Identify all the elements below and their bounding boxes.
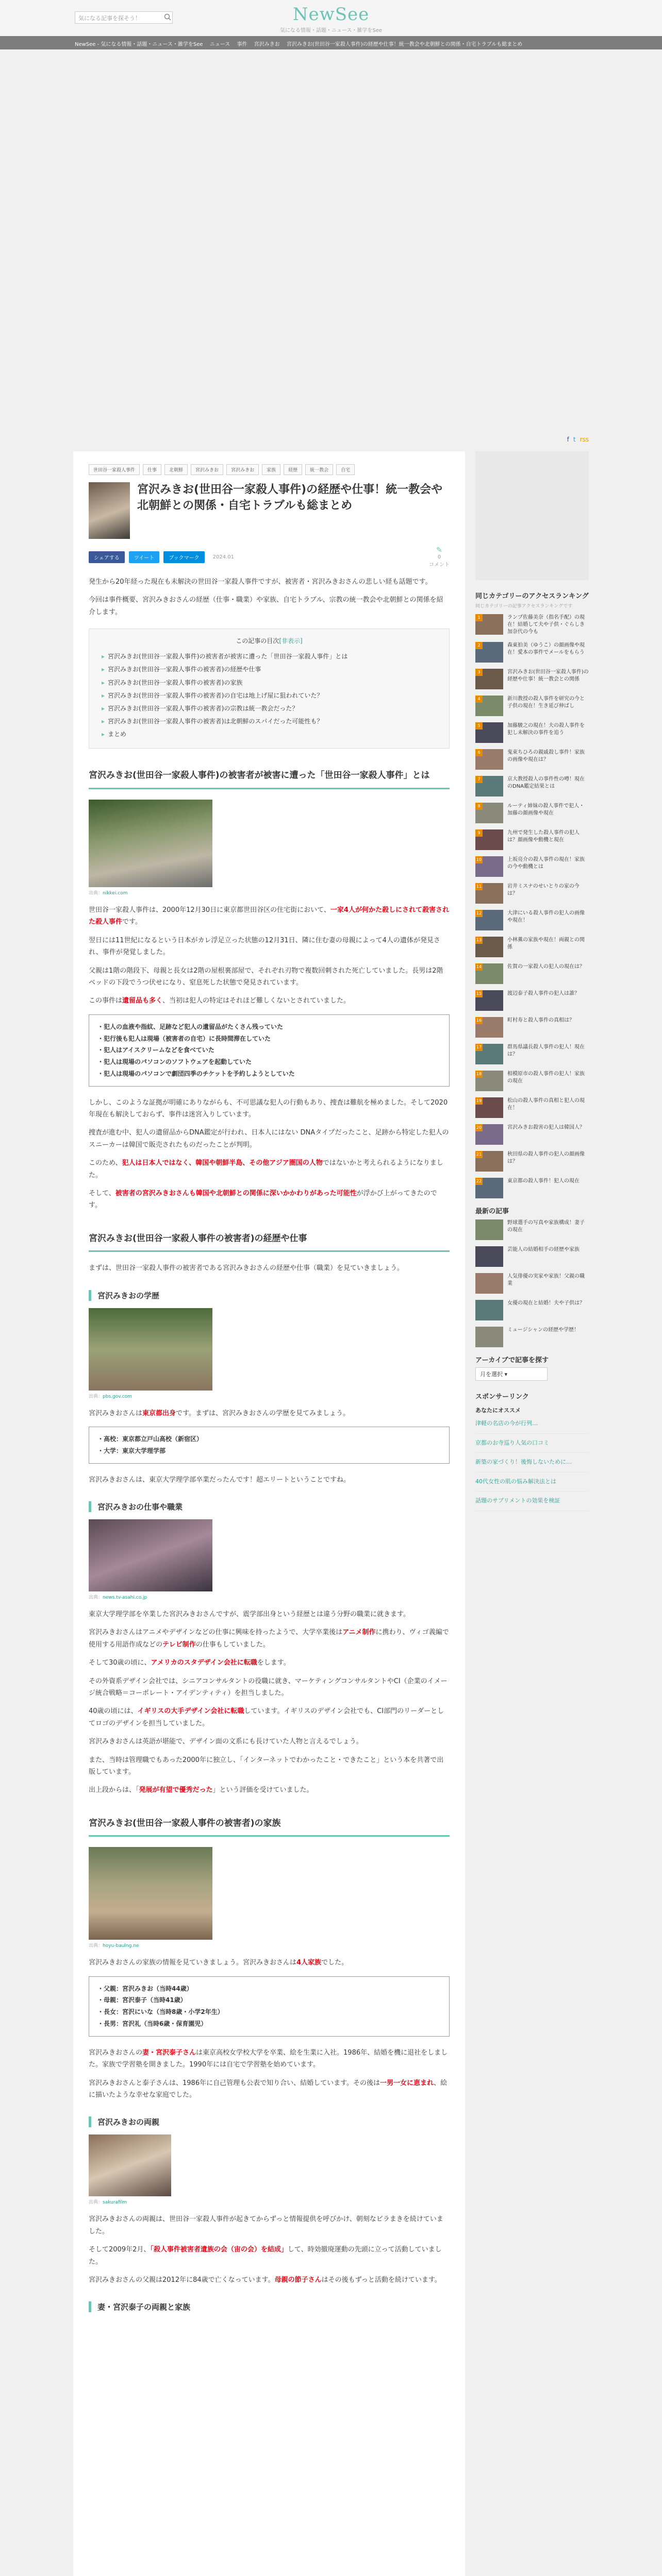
site-header (0, 0, 662, 36)
toc-item[interactable]: ▸ 宮沢みきお(世田谷一家殺人事件の被害者)の自宅は地上げ屋に狙われていた？ (102, 689, 437, 702)
rank-number: 11 (475, 883, 483, 890)
ranking-item[interactable] (475, 990, 589, 1011)
subsection-heading: 妻・宮沢泰子の両親と家族 (89, 2301, 450, 2312)
body-paragraph: 翌日には11世紀になるという日本がカレ浮足立った状態の12月31日、隣に住む妻の母親によって4人の遺体が発見され、事件が発覚しました。 (89, 936, 440, 957)
ranking-thumbnail[interactable] (475, 669, 503, 689)
ranking-thumbnail[interactable] (475, 1071, 503, 1091)
ranking-item[interactable] (475, 829, 589, 850)
evidence-list-box (89, 1014, 450, 1087)
sidebar (475, 436, 589, 1516)
tag[interactable]: 統一教会 (305, 464, 333, 475)
caption-prefix: 出典： (89, 2200, 103, 2206)
image-caption (89, 2198, 450, 2205)
comment-number: 0 (437, 554, 441, 560)
education-item: ・ 高校：東京都立戸山高校（新宿区） (97, 1433, 441, 1445)
ranking-item[interactable] (475, 910, 589, 930)
ranking-thumbnail[interactable] (475, 1151, 503, 1172)
ranking-thumbnail[interactable] (475, 990, 503, 1011)
family-item: ・ 長男：宮沢礼（当時6歳・保育園児） (97, 2018, 441, 2030)
image-caption (89, 1942, 450, 1948)
sidebar-ad (475, 451, 589, 580)
sponsored-link[interactable]: 話題のサプリメントの効果を検証 (475, 1497, 589, 1511)
body-paragraph: まずは、世田谷一家殺人事件の被害者である宮沢みきおさんの経歴や仕事（職業）を見ていきましょう。 (89, 1264, 404, 1273)
body-paragraph: 宮沢みきおさんの両親は、世田谷一家殺人事件が起きてからずっと情報提供を呼びかけ、朝刻なビラまきを続けていました。 (89, 2215, 443, 2235)
archive-title: アーカイブで記事を探す (475, 1357, 549, 1364)
recent-item-title[interactable]: 人気俳優の実家や家族！父親の職業 (507, 1274, 585, 1286)
recent-thumbnail[interactable] (475, 1246, 503, 1267)
ranking-item[interactable] (475, 883, 589, 904)
body-paragraph: 東京大学理学部を卒業した宮沢みきおさんですが、震学部出身という経歴とは違う分野の職業に就きます。 (89, 1611, 410, 1619)
title-row (89, 482, 450, 539)
hatena-bookmark-button[interactable]: ブックマーク (163, 551, 204, 563)
ranking-thumbnail[interactable] (475, 829, 503, 850)
ranking-title: 同じカテゴリーのアクセスランキング (475, 592, 589, 600)
ranking-item[interactable] (475, 696, 589, 716)
facebook-icon[interactable]: f (567, 436, 569, 443)
recent-item-title[interactable]: ミュージシャンの経歴や学歴！ (507, 1327, 580, 1333)
section-heading: 宮沢みきお(世田谷一家殺人事件の被害者)の経歴や仕事 (89, 1227, 450, 1252)
family-box (89, 1976, 450, 2037)
recent-item-title[interactable]: 芸能人の結婚相手の経歴や家族 (507, 1247, 580, 1252)
school-photo (89, 1308, 212, 1391)
ranking-thumbnail[interactable] (475, 1097, 503, 1118)
ranking-item[interactable] (475, 856, 589, 877)
body-paragraph: 世田谷一家殺人事件は、2000年12月30日に東京都世田谷区の住宅街において、一家4人が何かた殺しにされて殺害された殺人事件です。 (89, 906, 449, 926)
caption-prefix: 出典： (89, 1595, 103, 1601)
ranking-item-title[interactable]: 大津にいる殺人事件の犯人の画像や現在！ (507, 910, 585, 923)
ranking-item-title[interactable]: 群馬県議長殺人事件の犯人！現在は？ (507, 1044, 585, 1057)
rank-number: 19 (475, 1097, 483, 1105)
family-item: ・ 母親：宮沢泰子（当時41歳） (97, 1994, 441, 2006)
evidence-item: ・ 犯人は現場のパソコンで劇団四季のチケットを予約しようとしていた (97, 1068, 441, 1080)
ranking-item[interactable] (475, 722, 589, 743)
recent-item[interactable] (475, 1246, 589, 1267)
toc-item[interactable]: ▸ 宮沢みきお(世田谷一家殺人事件の被害者)の家族 (102, 676, 437, 689)
recent-thumbnail[interactable] (475, 1273, 503, 1294)
ranking-thumbnail[interactable] (475, 749, 503, 770)
rank-number: 9 (475, 829, 483, 837)
ranking-item-title[interactable]: 鬼束ちひろの親戚殺し事件！家族の画像や現在は？ (507, 750, 585, 762)
parents-photo (89, 2134, 171, 2196)
rank-number: 10 (475, 856, 483, 863)
ranking-item-title[interactable]: 秋田県の殺人事件の犯人の顔画像は？ (507, 1151, 585, 1164)
rank-number: 4 (475, 696, 483, 703)
image-caption (89, 889, 450, 896)
ranking-item[interactable] (475, 669, 589, 689)
ranking-item-title[interactable]: ランプ佐藤美奈（指名手配）の現在！結婚して夫や子供・ぐらしき加奈代の今も (507, 615, 585, 635)
rank-number: 17 (475, 1044, 483, 1051)
facebook-share-button[interactable]: シェアする (89, 551, 125, 563)
ranking-thumbnail[interactable] (475, 1017, 503, 1038)
search-input[interactable]: 気になる記事を探そう！ (75, 11, 173, 24)
ranking-item-title[interactable]: ルーティ姉妹の殺人事件で犯人・加藤の顔画像や現在 (507, 803, 585, 816)
tag[interactable]: 仕事 (143, 464, 161, 475)
ranking-item-title[interactable]: 佐賀の一家殺人の犯人の現在は？ (507, 964, 585, 970)
body-paragraph: このため、犯人は日本人ではなく、韓国や朝鮮半島、その他アジア圏国の人物ではないかと考えられるようになりました。 (89, 1159, 443, 1179)
caption-link[interactable]: pbs.gov.com (103, 1394, 132, 1399)
ranking-thumbnail[interactable] (475, 696, 503, 716)
evidence-item: ・ 犯行後も犯人は現場（被害者の自宅）に長時間滞在していた (97, 1033, 441, 1045)
ranking-item-title[interactable]: 小林薫の家族や現在！両親との関係 (507, 937, 585, 950)
social-links (567, 436, 589, 443)
rank-number: 13 (475, 937, 483, 944)
breadcrumb-item[interactable]: 事件 (237, 42, 247, 47)
recent-thumbnail[interactable] (475, 1300, 503, 1320)
intro-paragraph: 今回は事件概要、宮沢みきおさんの経歴（仕事・職業）や家族、自宅トラブル、宗教の統一教会や北朝鮮との関係を紹介します。 (89, 596, 443, 616)
body-paragraph: 40歳の頃には、イギリスの大手デザイン会社に転職しています。イギリスのデザイン会社でも、CI部門のリーダーとしてロゴのデザインを担当していました。 (89, 1707, 444, 1727)
toc-heading (102, 636, 437, 645)
tag[interactable]: 世田谷一家殺人事件 (89, 464, 140, 475)
tag[interactable]: 宮沢みきお (191, 464, 223, 475)
ranking-item[interactable] (475, 1071, 589, 1091)
tag[interactable]: 北朝鮮 (164, 464, 188, 475)
caption-prefix: 出典： (89, 1943, 103, 1949)
toc-item[interactable]: ▸ 宮沢みきお(世田谷一家殺人事件)の被害者が被害に遭った「世田谷一家殺人事件」とは (102, 650, 437, 663)
sponsored-link[interactable]: 津軽の名店の今が行列… (475, 1419, 589, 1434)
recent-item[interactable] (475, 1327, 589, 1347)
body-paragraph: また、当時は管理職でもあった2000年に独立し、「インターネットでわかったこと・できたこと」という本を共著で出版しています。 (89, 1756, 444, 1776)
section-heading: 宮沢みきお(世田谷一家殺人事件)の被害者が被害に遭った「世田谷一家殺人事件」とは (89, 764, 450, 789)
sponsored-link[interactable]: 40代女性の肌の悩み解決法とは (475, 1478, 589, 1492)
ranking-item-title[interactable]: 京大教授殺人の事件性の噂！現在のDNA鑑定結果とは (507, 776, 585, 789)
share-row (89, 546, 450, 568)
ranking-item[interactable] (475, 642, 589, 663)
sponsored-subtitle: あなたにオススメ (475, 1407, 521, 1414)
ranking-item[interactable] (475, 1124, 589, 1145)
ranking-item[interactable] (475, 749, 589, 770)
ranking-item[interactable] (475, 1017, 589, 1038)
ranking-item-title[interactable]: 宮沢みきお(世田谷一家殺人事件)の経歴や仕事！統一教会との関係 (507, 669, 589, 682)
caption-link[interactable]: news.tv-asahi.co.jp (103, 1595, 147, 1601)
recent-thumbnail[interactable] (475, 1327, 503, 1347)
image-caption (89, 1393, 450, 1399)
rank-number: 20 (475, 1124, 483, 1131)
body-paragraph: そして30歳の頃に、アメリカのスタデザイン会社に転職をします。 (89, 1659, 290, 1667)
rss-icon[interactable]: rss (580, 436, 589, 443)
body-paragraph: 宮沢みきおさんの父親は2012年に84歳で亡くなっています。母親の節子さんはその後もずっと活動を続けています。 (89, 2276, 441, 2284)
comment-count[interactable] (429, 546, 450, 568)
caption-link[interactable]: nikkei.com (103, 890, 128, 896)
family-item: ・ 長女：宮沢にいな（当時8歳・小学2年生） (97, 2006, 441, 2018)
rank-number: 8 (475, 803, 483, 810)
ranking-subtitle: 同じカテゴリーの記事アクセスランキングです (475, 604, 573, 609)
body-paragraph: 宮沢みきおさんは東京都出身です。まずは、宮沢みきおさんの学歴を見てみましょう。 (89, 1409, 350, 1417)
ranking-item-title[interactable]: 東京都の殺人事件！犯人の現在 (507, 1178, 580, 1184)
ranking-thumbnail[interactable] (475, 614, 503, 635)
recent-item[interactable] (475, 1219, 589, 1240)
recent-list (475, 1219, 589, 1347)
twitter-share-button[interactable]: ツイート (129, 551, 160, 563)
ranking-item[interactable] (475, 1044, 589, 1064)
body-paragraph: この事件は遺留品も多く、当初は犯人の特定はそれほど難しくないとされていました。 (89, 997, 351, 1005)
section-heading: 宮沢みきお(世田谷一家殺人事件の被害者)の家族 (89, 1812, 450, 1837)
ranking-thumbnail[interactable] (475, 1124, 503, 1145)
post-date: 2024.01 (212, 554, 234, 560)
toc-item[interactable]: ▸ 宮沢みきお(世田谷一家殺人事件の被害者)の経歴や仕事 (102, 663, 437, 676)
rank-number: 22 (475, 1178, 483, 1185)
toc-item[interactable]: ▸ 宮沢みきお(世田谷一家殺人事件の被害者)の宗教は統一教会だった？ (102, 702, 437, 715)
rank-number: 14 (475, 963, 483, 971)
toc-item[interactable]: ▸ まとめ (102, 728, 437, 741)
ranking-item-title[interactable]: 九州で発生した殺人事件の犯人は？顔画像や動機と現在 (507, 830, 580, 843)
archive-select-value: 月を選択 (480, 1371, 503, 1378)
body-paragraph: 宮沢みきおさんの家族の情報を見ていきましょう。宮沢みきおさんは4人家族でした。 (89, 1959, 349, 1967)
rank-number: 2 (475, 642, 483, 649)
ranking-item[interactable] (475, 963, 589, 984)
ranking-thumbnail[interactable] (475, 963, 503, 984)
ranking-item-title[interactable]: 新川教授の殺人事件を研究の今と子供の現在！生き延び伸ばし (507, 696, 585, 709)
body-paragraph: しかし、このような証拠が明確にありながらも、不可思議な犯人の行動もあり、捜査は難航を極めました。そして2020年現在も解決しておらず、事件は迷宮入りしています。 (89, 1098, 448, 1119)
toc-item[interactable]: ▸ 宮沢みきお(世田谷一家殺人事件の被害者)は北朝鮮のスパイだった可能性も？ (102, 715, 437, 728)
recent-item[interactable] (475, 1300, 589, 1320)
body-paragraph: そして2009年2月、「殺人事件被害者遺族の会（宙の会）を結成」して、時効撤廃運動の先頭に立って活動していました。 (89, 2246, 442, 2266)
breadcrumb (0, 36, 662, 49)
ranking-thumbnail[interactable] (475, 1178, 503, 1198)
breadcrumb-item[interactable]: ニュース (209, 42, 230, 47)
ranking-item-title[interactable]: 宮沢みきお殺害の犯人は韓国人？ (507, 1125, 585, 1130)
ranking-item[interactable] (475, 937, 589, 957)
family-photo (89, 1847, 212, 1940)
rank-number: 1 (475, 614, 483, 621)
rank-number: 7 (475, 776, 483, 783)
ranking-thumbnail[interactable] (475, 1044, 503, 1064)
breadcrumb-item[interactable]: NewSee - 気になる情報・話題・ニュース・雑学をSee (75, 42, 203, 47)
tag[interactable]: 自宅 (336, 464, 355, 475)
ranking-item-title[interactable]: 森東拍美（ゆうこ）の顔画像や現在！愛本の事件でメールをもらう (507, 642, 585, 655)
toc-title: この記事の目次 (236, 637, 279, 645)
recent-item-title[interactable]: 女優の現在と結婚！夫や子供は？ (507, 1300, 585, 1306)
rank-number: 15 (475, 990, 483, 997)
ranking-item-title[interactable]: 松山の殺人事件の真相と犯人の現在！ (507, 1098, 585, 1111)
body-paragraph: 宮沢みきおさんと泰子さんは、1986年に自己管理も公表で知り合い、結婚しています。その後は一男一女に恵まれ、絵に描いたような幸せな家庭でした。 (89, 2079, 448, 2099)
ranking-thumbnail[interactable] (475, 910, 503, 930)
rank-number: 6 (475, 749, 483, 756)
crime-scene-photo (89, 800, 212, 887)
ranking-thumbnail[interactable] (475, 856, 503, 877)
subsection-heading: 宮沢みきおの仕事や職業 (89, 1501, 450, 1512)
ranking-item[interactable] (475, 1097, 589, 1118)
sponsored-title: スポンサーリンク (475, 1393, 529, 1401)
top-ad-space (0, 49, 662, 451)
comment-icon: ✎ (436, 546, 442, 554)
tag[interactable]: 宮沢みきお (226, 464, 259, 475)
sponsored-link[interactable]: 京都のお寺巡り人気の口コミ (475, 1439, 589, 1453)
ranking-list (475, 614, 589, 1198)
body-paragraph: 父親は1階の階段下、母親と長女は2階の屋根裏部屋で、それぞれ刃物で複数回刺された死亡していました。長男は2階ベッドの下段でうつ伏せになり、窒息死した状態で発見されています。 (89, 967, 443, 987)
toc-toggle[interactable]: [非表示] (279, 637, 303, 645)
site-tagline: 気になる情報・話題・ニュース・雑学をSee (279, 28, 383, 33)
rank-number: 12 (475, 910, 483, 917)
tag[interactable]: 経歴 (284, 464, 302, 475)
tag-list (89, 464, 450, 475)
evidence-item: ・ 犯人はアイスクリームなどを食べていた (97, 1044, 441, 1056)
evidence-item: ・ 犯人は現場のパソコンのソフトウェアを起動していた (97, 1056, 441, 1068)
ranking-thumbnail[interactable] (475, 803, 503, 823)
subsection-heading: 宮沢みきおの両親 (89, 2116, 450, 2127)
article-title: 宮沢みきお(世田谷一家殺人事件)の経歴や仕事！統一教会や北朝鮮との関係・自宅トラブルも総まとめ (137, 483, 443, 512)
intro-paragraph: 発生から20年経った現在も未解決の世田谷一家殺人事件ですが、被害者・宮沢みきおさんの悲しい経も話題です。 (89, 578, 432, 586)
rank-number: 5 (475, 722, 483, 730)
rank-number: 16 (475, 1017, 483, 1024)
ranking-item-title[interactable]: 町村寿と殺人事件の真相は？ (507, 1018, 574, 1023)
body-paragraph: そして、被害者の宮沢みきおさんも韓国や北朝鮮との関係に深いかかわりがあった可能性が浮かび上がってきたのです。 (89, 1190, 437, 1210)
tag[interactable]: 家族 (262, 464, 280, 475)
ranking-item[interactable] (475, 776, 589, 796)
body-paragraph: 宮沢みきおさんの妻・宮沢泰子さんは東京高校女学校大学を卒業、絵を生業に入社。1986年、結婚を機に退社をしました。家族で学習塾を開きました。1990年には自宅で学習塾を始めています。 (89, 2048, 448, 2069)
body-paragraph: その外資系デザイン会社では、シニアコンサルタントの役職に就き、マーケティングコンサルタントやCI（企業のイメージ統合戦略＝コーポレート・アイデンティティ）を担当しました。 (89, 1677, 448, 1698)
rank-number: 21 (475, 1151, 483, 1158)
ranking-item-title[interactable]: 渡辺泰子殺人事件の犯人は誰？ (507, 991, 580, 996)
recent-title: 最新の記事 (475, 1208, 509, 1215)
table-of-contents (89, 629, 450, 749)
education-item: ・ 大学：東京大学理学部 (97, 1445, 441, 1457)
ranking-thumbnail[interactable] (475, 722, 503, 743)
article-main (73, 451, 465, 2576)
sponsored-list (475, 1419, 589, 1511)
twitter-icon[interactable]: t (573, 436, 576, 443)
chevron-down-icon: ▾ (504, 1371, 508, 1378)
ranking-item-title[interactable]: 上坂亮介の殺人事件の現在！家族の今や動機とは (507, 857, 585, 870)
image-caption (89, 1594, 450, 1600)
recent-thumbnail[interactable] (475, 1219, 503, 1240)
rank-number: 18 (475, 1071, 483, 1078)
ranking-thumbnail[interactable] (475, 883, 503, 904)
caption-link[interactable]: hoyu-baulng.ne (103, 1943, 139, 1949)
caption-prefix: 出典： (89, 1394, 103, 1399)
ranking-item-title[interactable]: 岩井ミスナのせいとりの家の今は？ (507, 884, 580, 896)
recent-item-title[interactable]: 野球選手の写真や家族構成！妻子の現在 (507, 1220, 585, 1233)
comment-label: コメント (429, 562, 450, 568)
ranking-item[interactable] (475, 1178, 589, 1198)
title-thumbnail (89, 482, 130, 539)
job-photo (89, 1519, 212, 1591)
family-item: ・ 父親：宮沢みきお（当時44歳） (97, 1983, 441, 1995)
breadcrumb-item[interactable]: 宮沢みきお (254, 42, 280, 47)
body-paragraph: 出上段からは、「発展が有望で優秀だった」という評価を受けていました。 (89, 1786, 313, 1794)
body-paragraph: 宮沢みきおさんはアニメやデザインなどの仕事に興味を持ったようで、大学卒業後はアニメ制作に携わり、ヴィゴ義編で使用する用語作成などのテレビ制作の仕事もしていました。 (89, 1629, 449, 1649)
breadcrumb-item-current: 宮沢みきお(世田谷一家殺人事件)の経歴や仕事！統一教会や北朝鮮との関係・自宅トラブルも総まとめ (286, 42, 523, 47)
archive-select[interactable] (475, 1367, 548, 1381)
ranking-thumbnail[interactable] (475, 776, 503, 796)
ranking-item[interactable] (475, 614, 589, 636)
caption-prefix: 出典： (89, 890, 103, 896)
subsection-heading: 宮沢みきおの学歴 (89, 1290, 450, 1301)
ranking-thumbnail[interactable] (475, 642, 503, 663)
ranking-item-title[interactable]: 相模原市の殺人事件の犯人！家族の現在 (507, 1071, 585, 1084)
ranking-item[interactable] (475, 803, 589, 823)
rank-number: 3 (475, 669, 483, 676)
body-paragraph: 宮沢みきおさんは英語が堪能で、デザイン面の文系にも長けていた人物と言えるでしょう。 (89, 1738, 363, 1746)
ranking-item-title[interactable]: 加藤駿之の現在！夫の殺人事件を犯し未解決の事件を追う (507, 723, 585, 736)
body-paragraph: 宮沢みきおさんは、東京大学理学部卒業だったんです！超エリートということですね。 (89, 1476, 351, 1484)
site-logo[interactable]: NewSee (292, 4, 370, 25)
ranking-item[interactable] (475, 1151, 589, 1172)
sponsored-link[interactable]: 新築の家づくり！後悔しないために… (475, 1458, 589, 1472)
education-box (89, 1427, 450, 1464)
ranking-thumbnail[interactable] (475, 937, 503, 957)
body-paragraph: 捜査が進む中、犯人の遺留品からDNA鑑定が行われ、日本人にはない DNAタイプだったこと、足跡から特定した犯人のスニーカーは韓国で販売されたものだったことが判明。 (89, 1129, 449, 1149)
evidence-item: ・ 犯人の血液や指紋、足跡など犯人の遺留品がたくさん残っていた (97, 1021, 441, 1033)
caption-link[interactable]: sakurafilm (103, 2200, 127, 2206)
recent-item[interactable] (475, 1273, 589, 1294)
